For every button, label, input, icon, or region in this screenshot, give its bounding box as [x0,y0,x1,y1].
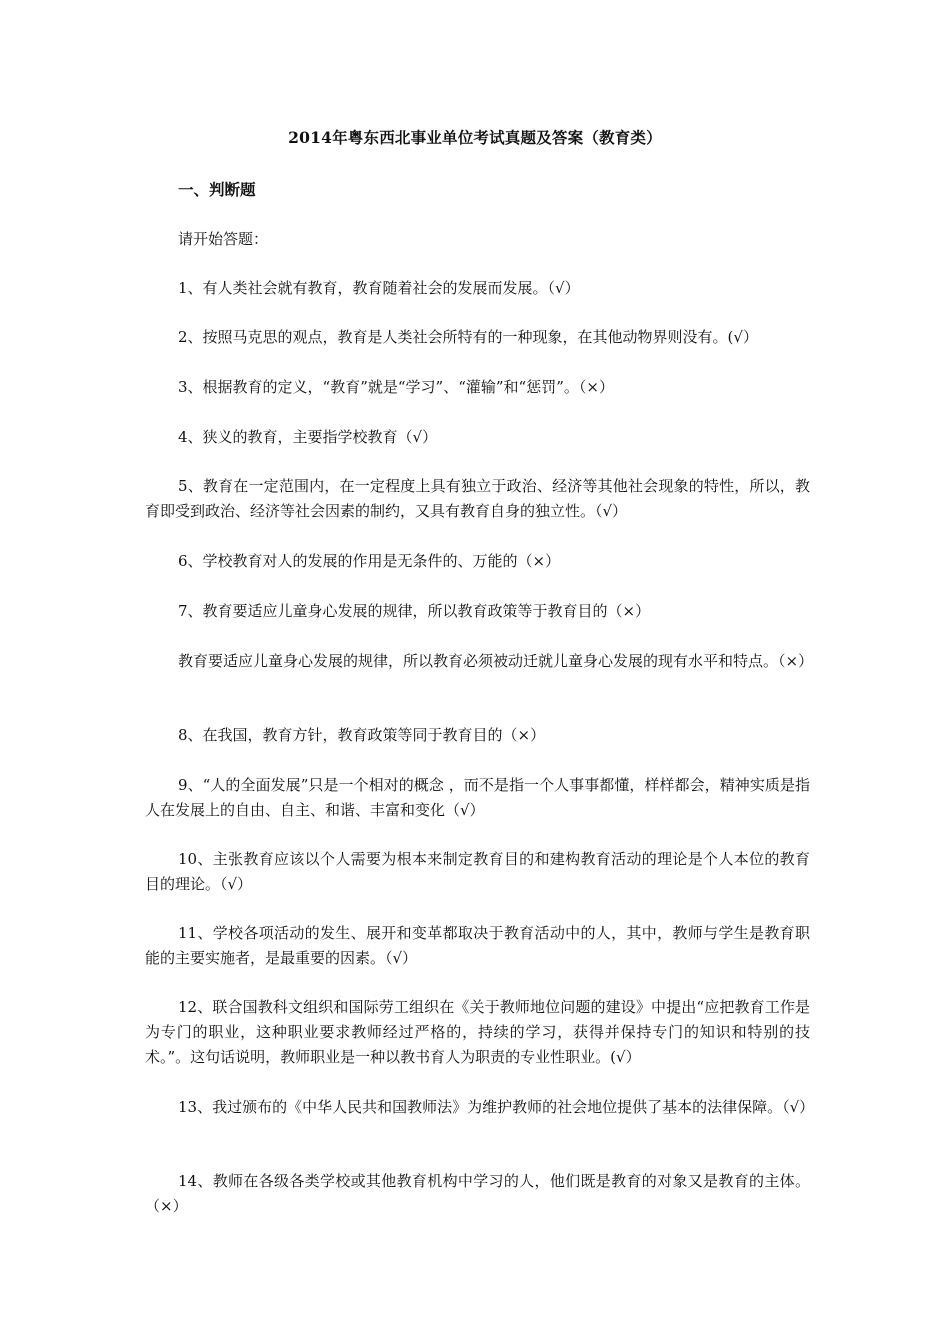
intro-text: 请开始答题： [178,230,269,248]
question-item: 1、有人类社会就有教育，教育随着社会的发展而发展。（√） [178,279,580,297]
question-item: 2、按照马克思的观点，教育是人类社会所特有的一种现象，在其他动物界则没有。(√） [178,328,758,346]
question-item: 7、教育要适应儿童身心发展的规律，所以教育政策等于教育目的（×） [178,602,651,620]
question-item: 10、主张教育应该以个人需要为根本来制定教育目的和建构教育活动的理论是个人本位的教育目的理论。（√） [145,850,810,893]
question-item: 12、联合国教科文组织和国际劳工组织在《关于教师地位问题的建设》中提出“应把教育工作是为专门的职业，这种职业要求教师经过严格的，持续的学习，获得并保持专门的知识和特别的技术。”。这句话说明，教师职业是一种以教书育人为职责的专业性职业。(√） [145,998,810,1066]
document-title: 2014年粤东西北事业单位考试真题及答案（教育类） [288,128,662,147]
question-item: 9、“人的全面发展”只是一个相对的概念 ，而不是指一个人事事都懂，样样都会，精神实质是指人在发展上的自由、自主、和谐、丰富和变化（√） [145,776,810,819]
question-item: 6、学校教育对人的发展的作用是无条件的、万能的（×） [178,552,561,570]
question-item: 3、根据教育的定义，“教育”就是“学习”、“灌输”和“惩罚”。（×） [178,378,614,396]
question-item: 5、教育在一定范围内，在一定程度上具有独立于政治、经济等其他社会现象的特性，所以，教育即受到政治、经济等社会因素的制约，又具有教育自身的独立性。（√） [145,477,810,520]
section-heading: 一、判断题 [178,180,256,199]
question-item: 8、在我国，教育方针，教育政策等同于教育目的（×） [178,726,546,744]
question-item: 4、狭义的教育，主要指学校教育（√） [178,428,438,446]
question-item: 13、我过颁布的《中华人民共和国教师法》为维护教师的社会地位提供了基本的法律保障。（√） [178,1098,815,1116]
question-item: 11、学校各项活动的发生、展开和变革都取决于教育活动中的人，其中，教师与学生是教育职能的主要实施者，是最重要的因素。（√） [145,924,810,967]
question-item: 14、教师在各级各类学校或其他教育机构中学习的人，他们既是教育的对象又是教育的主体。（×） [145,1172,810,1215]
question-item: 教育要适应儿童身心发展的规律，所以教育必须被动迁就儿童身心发展的现有水平和特点。（×） [178,652,814,670]
